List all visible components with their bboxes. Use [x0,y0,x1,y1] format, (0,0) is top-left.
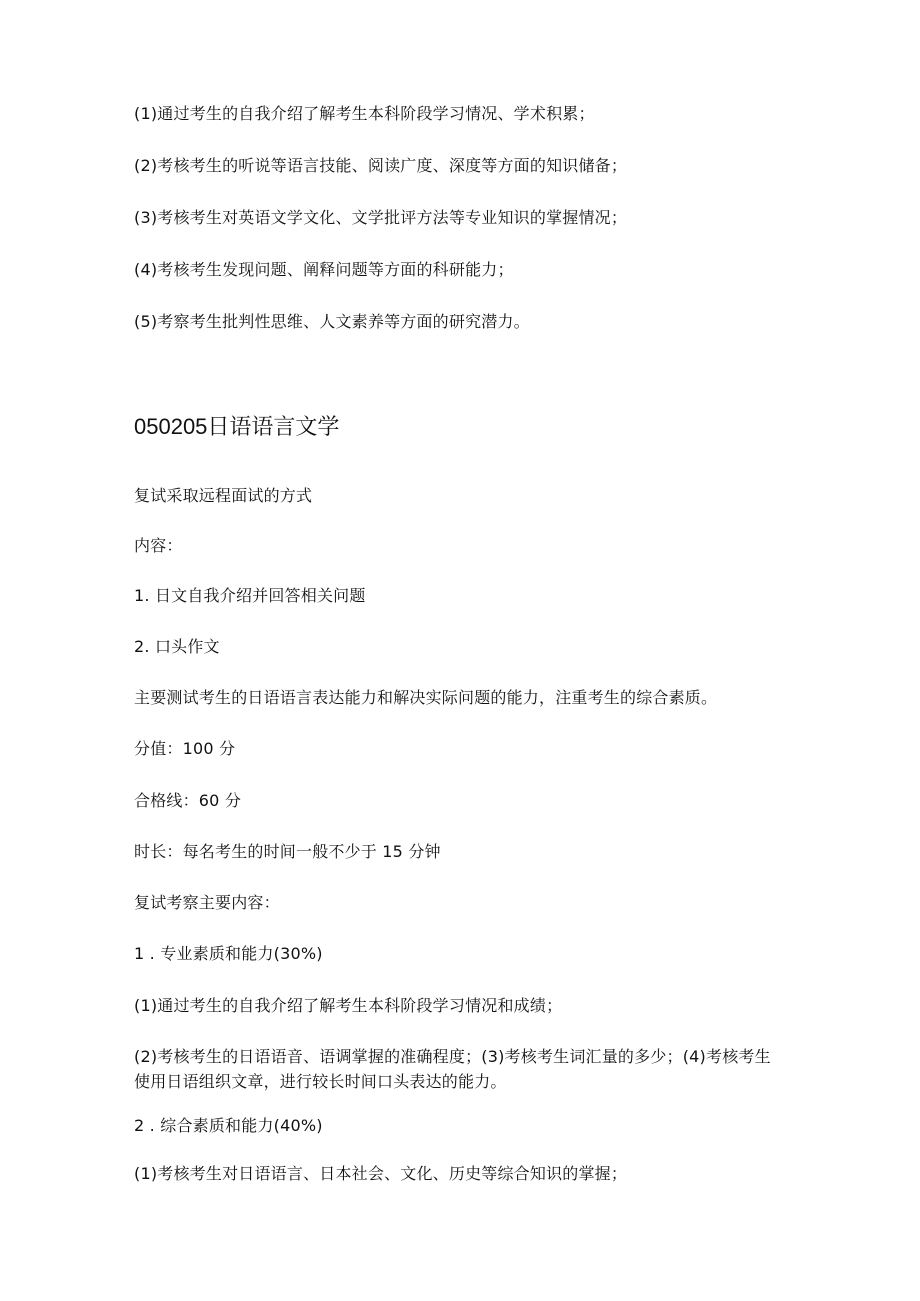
interview-mode: 复试采取远程面试的方式 [134,486,313,505]
section-heading [134,412,339,443]
part2-heading: 2 . 综合素质和能力(40%) [134,1116,323,1135]
part1-item-b: (2)考核考生的日语语音、语调掌握的准确程度；(3)考核考生词汇量的多少；(4)考核考生使用日语组织文章，进行较长时间口头表达的能力。 [134,1047,771,1091]
score-text: 分值：100 分 [134,739,236,758]
top-list-item-1: (1)通过考生的自我介绍了解考生本科阶段学习情况、学术积累； [134,104,595,123]
part2-item-a: (1)考核考生对日语语言、日本社会、文化、历史等综合知识的掌握； [134,1164,628,1183]
top-list-item-3: (3)考核考生对英语文学文化、文学批评方法等专业知识的掌握情况； [134,208,628,227]
section-code: 050205 [134,414,208,439]
section-title: 日语语言文学 [207,415,340,440]
purpose-text: 主要测试考生的日语语言表达能力和解决实际问题的能力，注重考生的综合素质。 [134,688,718,707]
part1-heading: 1 . 专业素质和能力(30%) [134,944,323,963]
main-content-label: 复试考察主要内容： [134,893,280,912]
top-list-item-4: (4)考核考生发现问题、阐释问题等方面的科研能力； [134,260,514,279]
content-label: 内容： [134,536,183,555]
top-list-item-5: (5)考察考生批判性思维、人文素养等方面的研究潜力。 [134,312,530,331]
duration-text: 时长：每名考生的时间一般不少于 15 分钟 [134,842,441,861]
pass-line-text: 合格线：60 分 [134,791,242,810]
content-item-2: 2. 口头作文 [134,637,220,656]
part1-item-a: (1)通过考生的自我介绍了解考生本科阶段学习情况和成绩； [134,996,563,1015]
top-list-item-2: (2)考核考生的听说等语言技能、阅读广度、深度等方面的知识储备； [134,156,628,175]
content-item-1: 1. 日文自我介绍并回答相关问题 [134,586,366,605]
